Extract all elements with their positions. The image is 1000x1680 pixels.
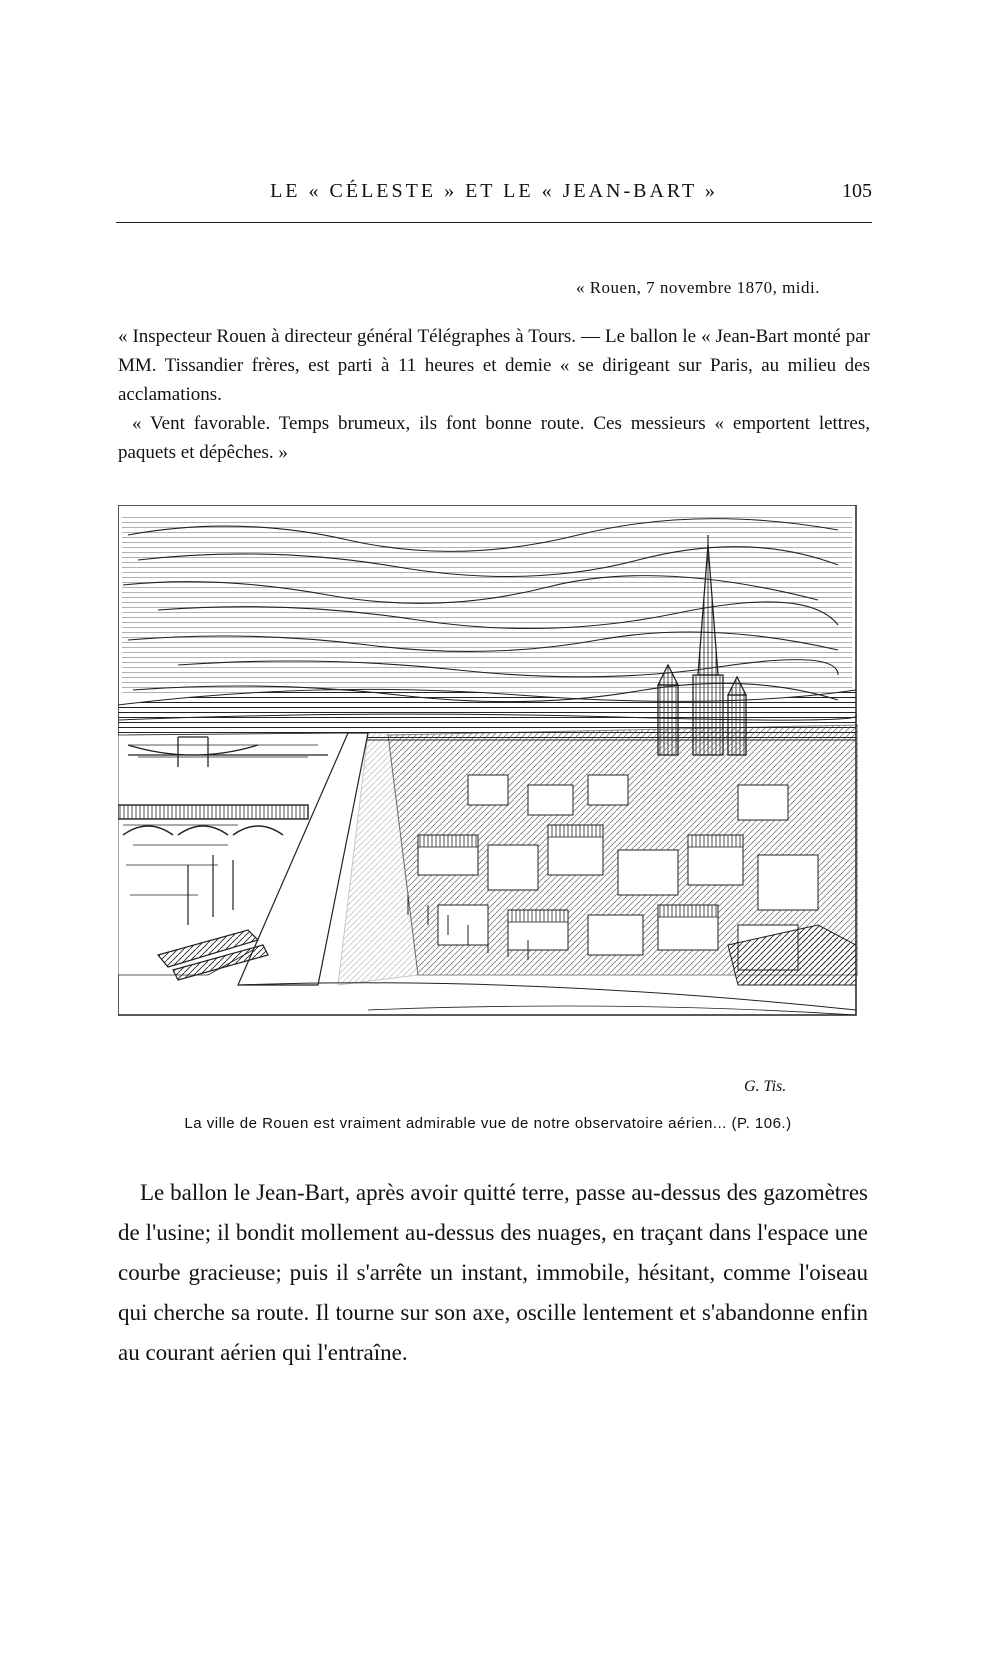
illustration-rouen-view: [118, 505, 858, 1065]
telegram-dateline: « Rouen, 7 novembre 1870, midi.: [575, 278, 820, 297]
telegram-paragraph-1: « Inspecteur Rouen à directeur général Télégraphes à Tours. — Le ballon le « Jean-Bart monté par MM. Tissandier frères, est parti à 11 heures et demie « se dirigeant sur Paris, au milieu des acclamations.: [118, 326, 870, 405]
artist-signature: G. Tis.: [744, 1078, 787, 1095]
running-title: LE « CÉLESTE » ET LE « JEAN-BART »: [270, 180, 718, 202]
body-paragraph: Le ballon le Jean-Bart, après avoir quitté terre, passe au-dessus des gazomètres de l'usine; il bondit mollement au-dessus des nuages, en traçant dans l'espace une courbe gracieuse; puis il s'arrête un instant, immobile, hésitant, comme l'oiseau qui cherche sa route. Il tourne sur son axe, oscille lentement et s'abandonne enfin au courant aérien qui l'entraîne.: [118, 1180, 868, 1365]
body-text: [118, 1173, 868, 1373]
telegram-paragraph-2: « Vent favorable. Temps brumeux, ils font bonne route. Ces messieurs « emportent lettres, paquets et dépêches. »: [118, 413, 870, 463]
header-rule: [116, 222, 872, 223]
figure-caption: La ville de Rouen est vraiment admirable vue de notre observatoire aérien... (P. 106.): [184, 1115, 792, 1132]
telegram-quote: [118, 322, 870, 467]
running-header: [116, 180, 872, 210]
page-number: 105: [842, 180, 872, 202]
